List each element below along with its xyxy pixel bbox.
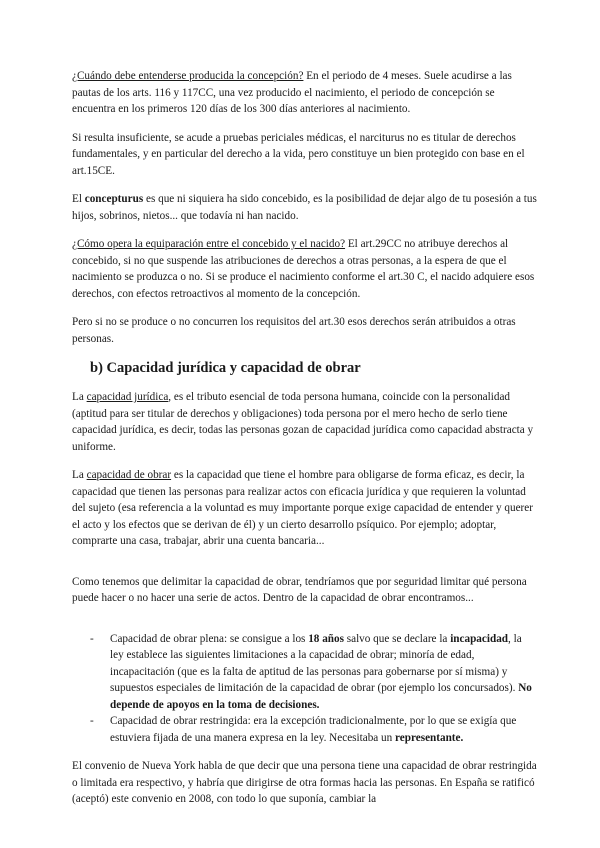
term-concepturus: concepturus [84,193,144,205]
text-pre: El [72,193,85,205]
spacer [72,562,538,574]
section-heading: b) Capacidad jurídica y capacidad de obrar [90,360,361,376]
list-item-restringida [72,713,538,746]
list-item-plena [72,631,538,714]
paragraph-capacidad-obrar [72,467,538,550]
question-equiparacion: ¿Cómo opera la equiparación entre el concebido y el nacido? [72,238,346,250]
paragraph-equiparacion [72,236,538,302]
paragraph-capacidad-juridica [72,389,538,455]
capacity-list [72,631,538,747]
paragraph-pruebas-periciales: Si resulta insuficiente, se acude a pruebas periciales médicas, el narciturus no es titular de derechos fundamentales, y en particular del derecho a la vida, pero constituye un bien protegido con base en el art.15CE. [72,131,525,177]
paragraph-requisitos: Pero si no se produce o no concurren los requisitos del art.30 esos derechos serán atribuidos a otras personas. [72,316,516,345]
list-text: , la ley establece las siguientes limitaciones a la capacidad de obrar; minoría de edad, incapacitación (que es la falta de aptitud de las personas para gobernarse por sí misma) y supuestos especiales de limitación de la capacidad de obrar (por ejemplo los concursados). [110,632,522,694]
term-capacidad-obrar: capacidad de obrar [86,469,172,481]
paragraph-concepcion-timing [72,68,538,118]
list-text: Capacidad de obrar plena: se consigue a los [110,632,309,645]
bold-text: representante. [395,731,464,744]
paragraph-concepturus [72,191,538,224]
paragraph-text: es que ni siquiera ha sido concebido, es la posibilidad de dejar algo de tu posesión a tus hijos, sobrinos, nietos... que todavía ni han nacido. [72,193,537,222]
list-dash: - [90,715,94,727]
text-pre: La [72,469,87,481]
paragraph-text: En el periodo de 4 meses. Suele acudirse a las pautas de los arts. 116 y 117CC, una vez producido el nacimiento, el periodo de concepción se encuentra en los primeros 120 días de los 300 días anteriores al nacimiento. [72,70,512,115]
bold-text: No depende de apoyos en la toma de decisiones. [110,682,532,711]
spacer [72,619,538,631]
question-concepcion: ¿Cuándo debe entenderse producida la concepción? [72,70,304,82]
paragraph-text: es la capacidad que tiene el hombre para obligarse de forma eficaz, es decir, la capacidad que tienen las personas para realizar actos con eficacia jurídica y que requieren la voluntad del sujeto (esa referencia a la voluntad es muy importante porque exige capacidad de entender y querer el acto y los efectos que se derivan de él) y un cierto desarrollo psíquico. Por ejemplo; adoptar, comprarte una casa, trabajar, abrir una cuenta bancaria... [72,469,533,547]
paragraph-convenio-nueva-york: El convenio de Nueva York habla de que decir que una persona tiene una capacidad de obrar restringida o limitada era respectivo, y habría que dirigirse de otra formas hacia las personas. En España se ratificó (aceptó) este convenio en 2008, con todo lo que suponía, cambiar la [72,760,537,805]
list-dash: - [90,632,94,645]
paragraph-delimitar: Como tenemos que delimitar la capacidad de obrar, tendríamos que por seguridad limitar qué persona puede hacer o no hacer una serie de actos. Dentro de la capacidad de obrar encontramos... [72,575,527,604]
text-pre: La [72,391,87,403]
list-text: Capacidad de obrar restringida: era la excepción tradicionalmente, por lo que se exigía que estuviera fijada de una manera expresa en la ley. Necesitaba un [110,715,517,744]
bold-text: incapacidad [450,632,509,645]
term-capacidad-juridica: capacidad jurídica [86,391,169,403]
list-text: salvo que se declare la [343,632,451,645]
paragraph-text: El art.29CC no atribuye derechos al concebido, si no que suspende las atribuciones de derechos a otras personas, a la espera de que el nacimiento se produzca o no. Si se produce el nacimiento conforme el art.30 C, el nacido adquiere esos derechos, con efectos retroactivos al momento de la concepción. [72,238,535,300]
paragraph-text: , es el tributo esencial de toda persona humana, coincide con la personalidad (aptitud para ser titular de derechos y obligaciones) toda persona por el mero hecho de serlo tiene capacidad jurídica, es decir, todas las personas gozan de capacidad jurídica como capacidad abstracta y uniforme. [72,391,534,453]
bold-text: 18 años [308,632,344,645]
